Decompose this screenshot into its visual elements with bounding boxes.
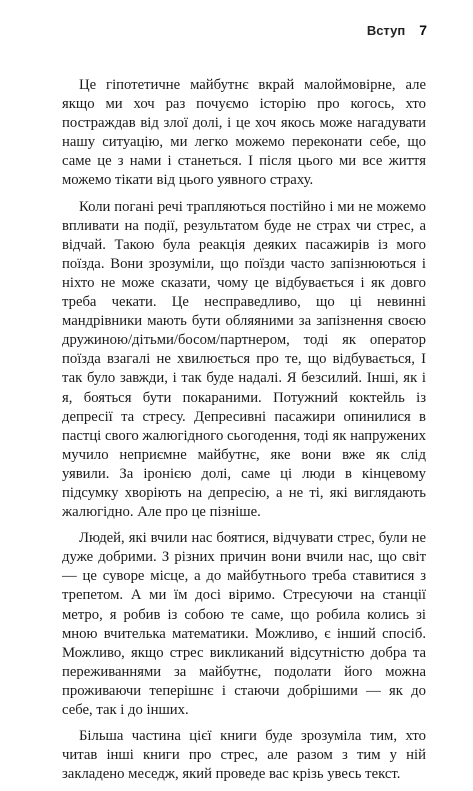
page-number: 7 — [419, 22, 427, 38]
section-title: Вступ — [366, 23, 406, 38]
body-text — [62, 76, 426, 791]
running-head — [367, 22, 427, 38]
paragraph: Людей, які вчили нас боятися, відчувати стрес, були не дуже добрими. З різних причин вони вчили нас, що світ — це суворе місце, а до майбутнього треба ставитися з трепетом. А ми їм досі віримо. Стресуючи на станції метро, я робив із собою те саме, що робила колись зі мною вчителька математики. Можливо, є інший спосіб. Можливо, якщо стрес викликаний відсутністю добра та переживаннями за майбутнє, подолати його можна проживаючи теперішнє і стаючи добрішими — як до себе, так і до інших. — [62, 530, 426, 718]
paragraph: Це гіпотетичне майбутнє вкрай малоймовірне, але якщо ми хоч раз почуємо історію про когось, хто постраждав від злої долі, і це хоч якось може нагадувати нашу ситуацію, ми легко можемо переконати себе, що саме це з нами і станеться. І після цього ми все життя можемо тікати від цього уявного страху. — [62, 77, 426, 189]
paragraph: Коли погані речі трапляються постійно і ми не можемо впливати на події, результатом буде не страх чи стрес, а відчай. Такою була реакція деяких пасажирів із мого поїзда. Вони зрозуміли, що поїзди часто запізнюються і ніхто не може сказати, чому це відбувається і як довго треба чекати. Це несправедливо, що ці невинні мандрівники мають бути обляяними за запізнення своєю дружиною/дітьми/босом/партнером, тоді як оператор поїзда взагалі не хвилюється про те, що відбувається, І так було завжди, і так буде надалі. Я безсилий. Інші, як і я, бояться бути покараними. Потужний коктейль із депресії та стресу. Депресивні пасажири опинилися в пастці свого жалюгідного сьогодення, тоді як напружених мучило неприємне майбутнє, яке вони вже як слід уявили. За іронією долі, саме ці люди в кінцевому підсумку хворіють на депресію, а не ті, які виглядають жалюгідно. Але про це пізніше. — [62, 198, 426, 521]
paragraph: Більша частина цієї книги буде зрозуміла тим, хто читав інші книги про стрес, але разом з тим у ній закладено меседж, який проведе вас крізь увесь текст. — [62, 728, 426, 783]
